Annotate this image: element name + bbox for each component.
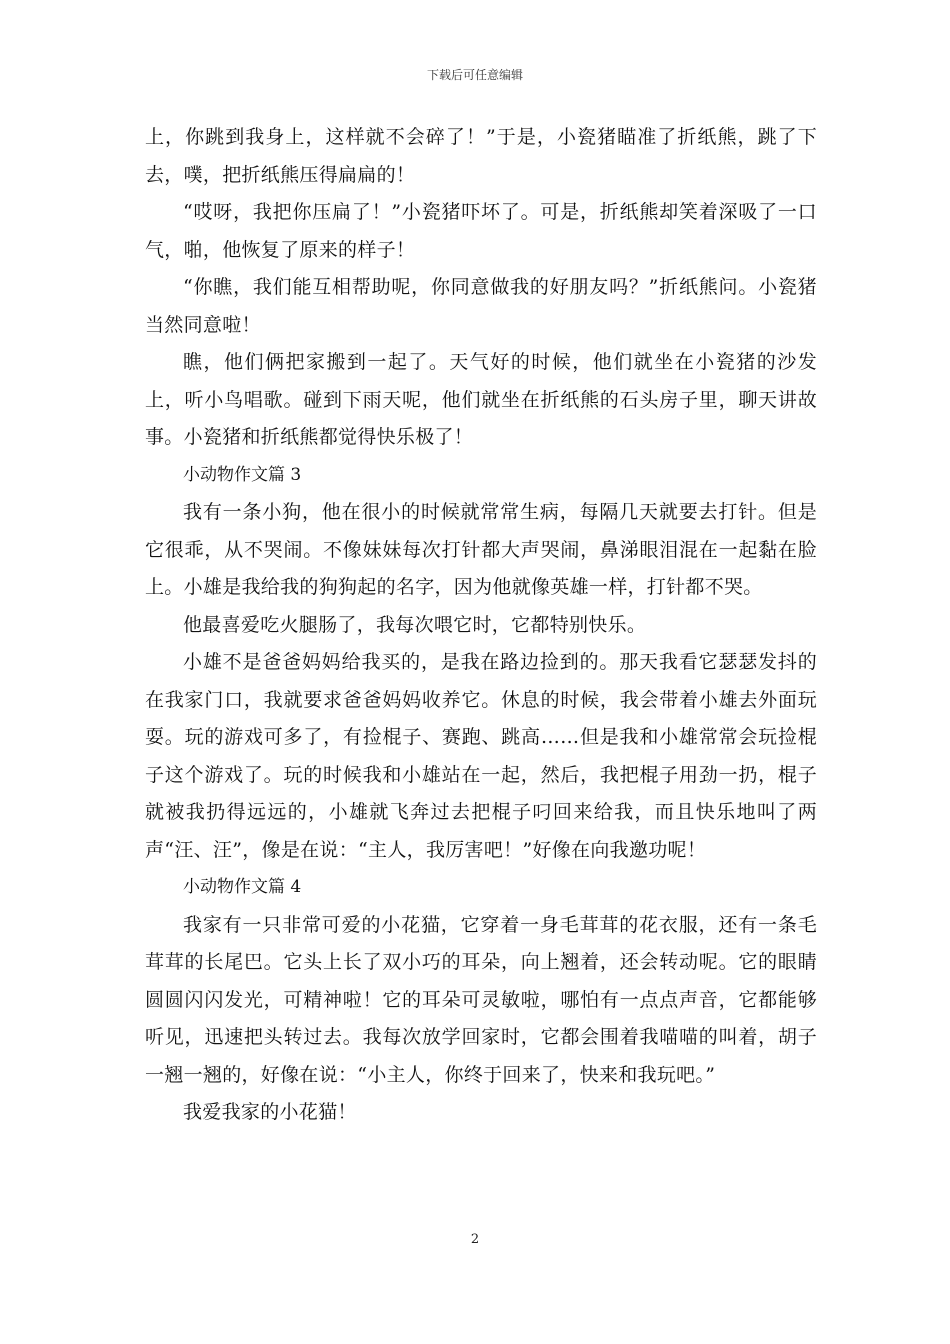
paragraph: 我有一条小狗，他在很小的时候就常常生病，每隔几天就要去打针。但是它很乖，从不哭闹。不像妹妹每次打针都大声哭闹，鼻涕眼泪混在一起黏在脸上。小雄是我给我的狗狗起的名字，因为他就像英雄一样，打针都不哭。: [145, 501, 817, 598]
paragraph: 瞧，他们俩把家搬到一起了。天气好的时候，他们就坐在小瓷猪的沙发上，听小鸟唱歌。碰到下雨天呢，他们就坐在折纸熊的石头房子里，聊天讲故事。小瓷猪和折纸熊都觉得快乐极了！: [145, 351, 817, 448]
paragraph: 小雄不是爸爸妈妈给我买的，是我在路边捡到的。那天我看它瑟瑟发抖的在我家门口，我就要求爸爸妈妈收养它。休息的时候，我会带着小雄去外面玩耍。玩的游戏可多了，有捡棍子、赛跑、跳高……但是我和小雄常常会玩捡棍子这个游戏了。玩的时候我和小雄站在一起，然后，我把棍子用劲一扔，棍子就被我扔得远远的，小雄就飞奔过去把棍子叼回来给我，而且快乐地叫了两声“汪、汪”，像是在说：“主人，我厉害吧！”好像在向我邀功呢！: [145, 651, 817, 861]
paragraph: 他最喜爱吃火腿肠了，我每次喂它时，它都特别快乐。: [183, 613, 647, 636]
document-body: [145, 119, 817, 1132]
page-number: 2: [470, 1232, 480, 1247]
paragraph: 上，你跳到我身上，这样就不会碎了！”于是，小瓷猪瞄准了折纸熊，跳了下去，噗，把折纸熊压得扁扁的！: [145, 126, 817, 186]
paragraph: 我家有一只非常可爱的小花猫，它穿着一身毛茸茸的花衣服，还有一条毛茸茸的长尾巴。它头上长了双小巧的耳朵，向上翘着，还会转动呢。它的眼睛圆圆闪闪发光，可精神啦！它的耳朵可灵敏啦，哪怕有一点点声音，它都能够听见，迅速把头转过去。我每次放学回家时，它都会围着我喵喵的叫着，胡子一翘一翘的，好像在说：“小主人，你终于回来了，快来和我玩吧。”: [145, 913, 817, 1086]
page-header-note: 下载后可任意编辑: [426, 68, 523, 82]
paragraph: “哎呀，我把你压扁了！”小瓷猪吓坏了。可是，折纸熊却笑着深吸了一口气，啪，他恢复了原来的样子！: [145, 201, 817, 261]
paragraph: “你瞧，我们能互相帮助呢，你同意做我的好朋友吗？”折纸熊问。小瓷猪当然同意啦！: [145, 276, 817, 336]
section-title: 小动物作文篇 3: [183, 464, 302, 485]
section-title: 小动物作文篇 4: [183, 877, 302, 897]
paragraph: 我爱我家的小花猫！: [183, 1101, 357, 1123]
